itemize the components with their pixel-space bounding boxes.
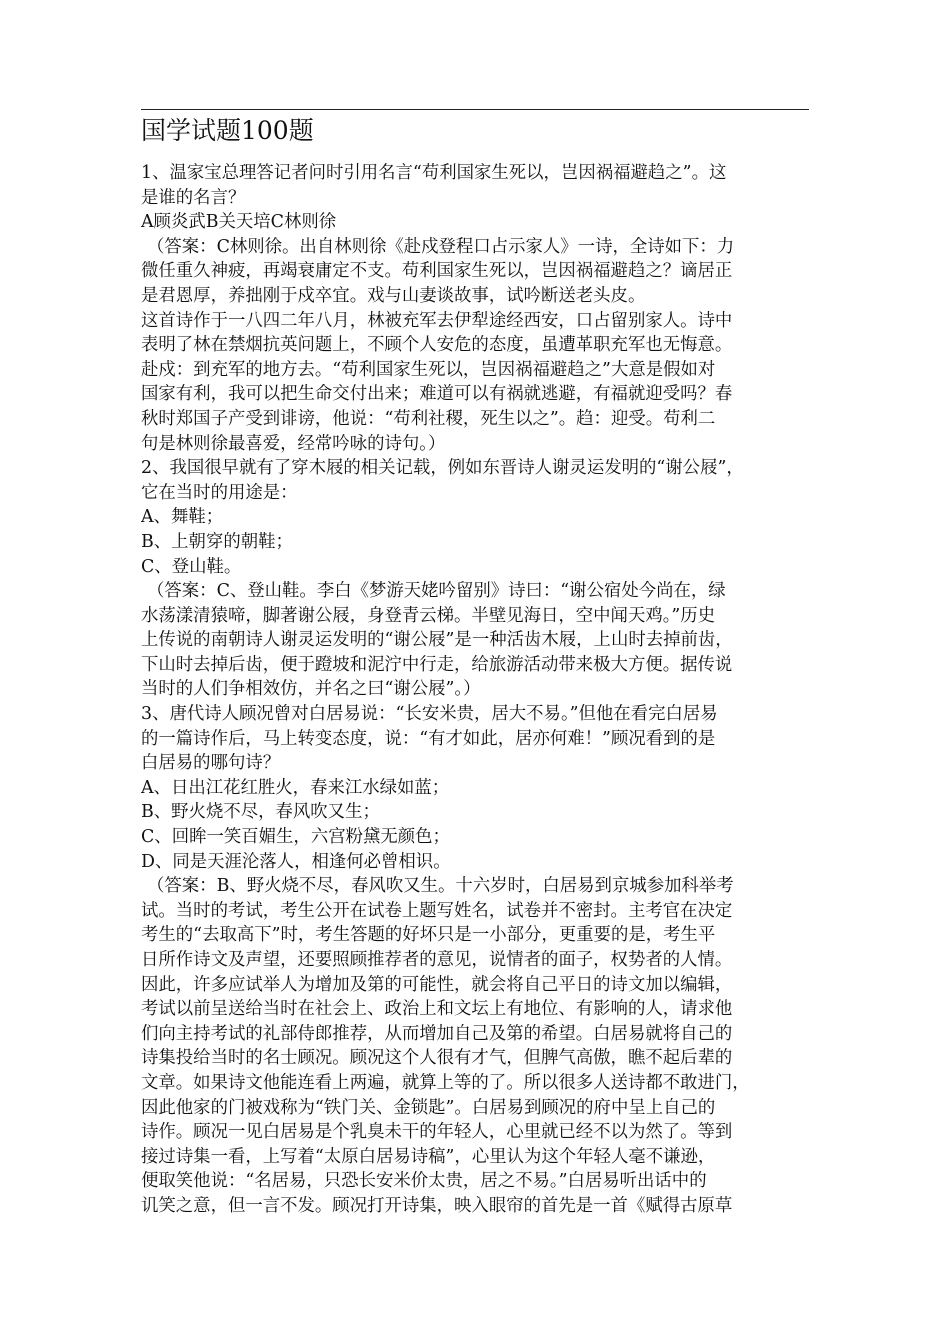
text-line: 诗集投给当时的名士顾况。顾况这个人很有才气，但脾气高傲，瞧不起后辈的 xyxy=(141,1048,733,1069)
text-line: 赴戍：到充军的地方去。“苟利国家生死以，岂因祸福避趋之”大意是假如对 xyxy=(141,359,716,380)
text-line: （答案：C、登山鞋。李白《梦游天姥吟留别》诗曰：“谢公宿处今尚在，绿 xyxy=(147,581,726,602)
text-line: （答案：C林则徐。出自林则徐《赴戍登程口占示家人》一诗，全诗如下：力 xyxy=(147,236,735,257)
text-line: 考生的“去取高下”时，考生答题的好坏只是一小部分，更重要的是，考生平 xyxy=(141,925,716,946)
text-line: 日所作诗文及声望，还要照顾推荐者的意见，说情者的面子，权势者的人情。 xyxy=(141,950,733,970)
document-body xyxy=(141,161,821,1219)
text-line: 试。当时的考试，考生公开在试卷上题写姓名，试卷并不密封。主考官在决定 xyxy=(141,900,733,921)
text-line: 当时的人们争相效仿，并名之曰“谢公屐”。） xyxy=(141,679,481,700)
text-line: 国家有利，我可以把生命交付出来；难道可以有祸就逃避，有福就迎受吗？春 xyxy=(141,384,733,405)
text-line: 白居易的哪句诗？ xyxy=(141,753,281,774)
text-line: C、登山鞋。 xyxy=(141,556,242,577)
text-line: 表明了林在禁烟抗英问题上，不顾个人安危的态度，虽遭革职充军也无悔意。 xyxy=(141,335,733,356)
text-line: 因此，许多应试举人为增加及第的可能性，就会将自己平日的诗文加以编辑， xyxy=(141,974,733,995)
text-line: 这首诗作于一八四二年八月，林被充军去伊犁途经西安，口占留别家人。诗中 xyxy=(141,310,733,331)
text-line: 3、唐代诗人顾况曾对白居易说：“长安米贵，居大不易。”但他在看完白居易 xyxy=(141,704,718,725)
text-line: 下山时去掉后齿，便于蹬坡和泥泞中行走，给旅游活动带来极大方便。据传说 xyxy=(141,654,733,675)
text-line: 因此他家的门被戏称为“铁门关、金锁匙”。白居易到顾况的府中呈上自己的 xyxy=(141,1097,716,1118)
text-line: 2、我国很早就有了穿木屐的相关记载，例如东晋诗人谢灵运发明的“谢公屐”， xyxy=(141,458,744,479)
text-line: 是君恩厚，养拙刚于戍卒宜。戏与山妻谈故事，试吟断送老头皮。 xyxy=(141,285,646,306)
header-rule xyxy=(141,109,809,110)
text-line: 们向主持考试的礼部侍郎推荐，从而增加自己及第的希望。白居易就将自己的 xyxy=(141,1023,733,1044)
text-line: 诗作。顾况一见白居易是个乳臭未干的年轻人，心里就已经不以为然了。等到 xyxy=(141,1122,733,1143)
text-line: （答案：B、野火烧不尽，春风吹又生。十六岁时，白居易到京城参加科举考 xyxy=(147,876,734,897)
text-line: 文章。如果诗文他能连看上两遍，就算上等的了。所以很多人送诗都不敢进门， xyxy=(141,1072,750,1093)
text-line: A、舞鞋； xyxy=(141,507,224,528)
text-line: 讥笑之意，但一言不发。顾况打开诗集，映入眼帘的首先是一首《赋得古原草 xyxy=(141,1195,733,1216)
text-line: A、日出江花红胜火，春来江水绿如蓝； xyxy=(141,777,450,798)
text-line: 考试以前呈送给当时在社会上、政治上和文坛上有地位、有影响的人，请求他 xyxy=(141,999,733,1020)
text-line: 秋时郑国子产受到诽谤，他说：“苟利社稷，死生以之”。趋：迎受。苟利二 xyxy=(141,408,716,429)
text-line: 上传说的南朝诗人谢灵运发明的“谢公屐”是一种活齿木屐，上山时去掉前齿， xyxy=(141,630,733,651)
text-line: D、同是天涯沦落人，相逢何必曾相识。 xyxy=(141,851,451,872)
document-title: 国学试题100题 xyxy=(141,116,314,145)
text-line: A顾炎武B关天培C林则徐 xyxy=(141,212,337,233)
text-line: 1、温家宝总理答记者问时引用名言“苟利国家生死以，岂因祸福避趋之”。这 xyxy=(141,163,727,183)
text-line: 接过诗集一看，上写着“太原白居易诗稿”，心里认为这个年轻人毫不谦逊， xyxy=(141,1146,716,1167)
text-line: 水荡漾清猿啼，脚著谢公屐，身登青云梯。半壁见海日，空中闻天鸡。”历史 xyxy=(141,605,716,626)
text-line: B、野火烧不尽，春风吹又生； xyxy=(141,802,380,823)
text-line: C、回眸一笑百媚生，六宫粉黛无颜色； xyxy=(141,827,450,848)
text-line: 便取笑他说：“名居易，只恐长安米价太贵，居之不易。”白居易听出话中的 xyxy=(141,1171,707,1192)
text-line: B、上朝穿的朝鞋； xyxy=(141,531,293,552)
text-line: 它在当时的用途是： xyxy=(141,482,298,503)
text-line: 句是林则徐最喜爱，经常吟咏的诗句。） xyxy=(141,433,446,454)
text-line: 微任重久神疲，再竭衰庸定不支。苟利国家生死以，岂因祸福避趋之？谪居正 xyxy=(141,261,733,282)
text-line: 是谁的名言？ xyxy=(141,187,246,208)
text-line: 的一篇诗作后，马上转变态度，说：“有才如此，居亦何难！”顾况看到的是 xyxy=(141,728,716,749)
